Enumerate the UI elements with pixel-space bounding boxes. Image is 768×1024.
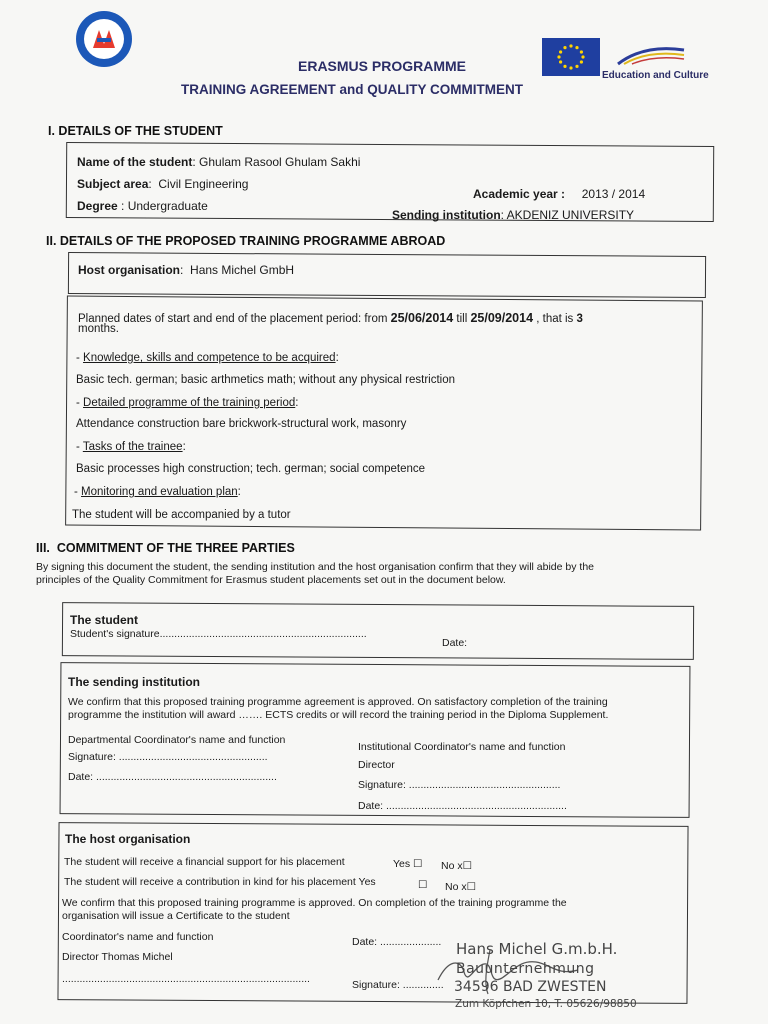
student-signature: Student's signature....................................................................... bbox=[70, 628, 367, 640]
knowledge-value: Basic tech. german; basic arthmetics math; without any physical restriction bbox=[76, 374, 456, 386]
education-culture-swoosh-icon bbox=[614, 42, 688, 70]
monitoring-label: - Monitoring and evaluation plan: bbox=[74, 486, 241, 498]
contribution-in-kind: The student will receive a contribution in kind for his placement Yes bbox=[64, 876, 376, 888]
student-date: Date: bbox=[442, 637, 468, 649]
host-box-title: The host organisation bbox=[65, 832, 191, 846]
departmental-coordinator: Departmental Coordinator's name and function bbox=[68, 734, 286, 746]
programme-label: - Detailed programme of the training period: bbox=[76, 397, 299, 409]
host-confirm-2: organisation will issue a Certificate to the student bbox=[62, 910, 290, 922]
months-word: months. bbox=[78, 323, 119, 335]
degree: Degree : Undergraduate bbox=[77, 199, 208, 213]
section3-heading: III. COMMITMENT OF THE THREE PARTIES bbox=[36, 541, 295, 555]
student-box-title: The student bbox=[70, 613, 138, 627]
academic-year: Academic year : 2013 / 2014 bbox=[473, 187, 646, 201]
page-title: ERASMUS PROGRAMME bbox=[298, 58, 467, 74]
sending-confirm-2: programme the institution will award ……. ECTS credits or will record the training period in the Diploma Supplement. bbox=[68, 709, 609, 721]
financial-no-checkbox[interactable]: No x☐ bbox=[441, 860, 473, 872]
financial-support: The student will receive a financial support for his placement bbox=[64, 856, 345, 868]
kind-no-checkbox[interactable]: No x☐ bbox=[445, 881, 477, 893]
institutional-coordinator: Institutional Coordinator's name and function bbox=[358, 741, 566, 753]
sending-signature-right: Signature: .................................................... bbox=[358, 779, 561, 791]
eu-flag-icon bbox=[542, 38, 600, 76]
page-subtitle: TRAINING AGREEMENT and QUALITY COMMITMENT bbox=[181, 82, 523, 97]
host-coordinator: Coordinator's name and function bbox=[62, 931, 214, 943]
stamp-type: Bauunternehmung bbox=[456, 961, 595, 977]
section1-heading: I. DETAILS OF THE STUDENT bbox=[48, 124, 223, 138]
tasks-label: - Tasks of the trainee: bbox=[76, 441, 186, 453]
host-confirm-1: We confirm that this proposed training programme is approved. On completion of the training programme the bbox=[62, 897, 567, 909]
commitment-intro-2: principles of the Quality Commitment for Erasmus student placements set out in the document below. bbox=[36, 574, 506, 586]
sending-date-left: Date: .............................................................. bbox=[68, 771, 277, 783]
stamp-address: Zum Köpfchen 10, T. 05626/98850 bbox=[455, 998, 637, 1010]
sending-institution: Sending institution: AKDENIZ UNIVERSITY bbox=[392, 208, 635, 222]
director-label: Director bbox=[358, 759, 395, 771]
host-organisation: Host organisation: Hans Michel GmbH bbox=[78, 263, 295, 277]
host-director: Director Thomas Michel bbox=[62, 951, 173, 963]
programme-value: Attendance construction bare brickwork-structural work, masonry bbox=[76, 418, 407, 430]
sending-date-right: Date: .............................................................. bbox=[358, 800, 567, 812]
sending-confirm-1: We confirm that this proposed training programme agreement is approved. On satisfactory completion of the training bbox=[68, 696, 608, 708]
monitoring-value: The student will be accompanied by a tutor bbox=[72, 509, 291, 521]
commitment-intro-1: By signing this document the student, the sending institution and the host organisation confirm that they will abide by the bbox=[36, 561, 595, 573]
stamp-city: 34596 BAD ZWESTEN bbox=[454, 979, 607, 995]
placement-dates: Planned dates of start and end of the placement period: from 25/06/2014 till 25/09/2014 , that is 3 bbox=[78, 311, 583, 325]
eu-label: Education and Culture bbox=[602, 70, 709, 81]
financial-yes-checkbox[interactable]: Yes ☐ bbox=[393, 858, 423, 870]
section2-heading: II. DETAILS OF THE PROPOSED TRAINING PROGRAMME ABROAD bbox=[46, 234, 446, 248]
stamp-company: Hans Michel G.m.b.H. bbox=[456, 940, 618, 958]
student-name: Name of the student: Ghulam Rasool Ghulam Sakhi bbox=[77, 155, 361, 169]
host-date: Date: ..................... bbox=[352, 936, 442, 948]
host-signature: Signature: .............. bbox=[352, 979, 444, 991]
subject-area: Subject area: Civil Engineering bbox=[77, 177, 249, 191]
university-logo bbox=[75, 10, 133, 68]
host-signature-dots: ..................................................................................... bbox=[62, 973, 310, 985]
knowledge-label: - Knowledge, skills and competence to be acquired: bbox=[76, 352, 339, 364]
kind-yes-checkbox[interactable]: ☐ bbox=[418, 879, 428, 891]
tasks-value: Basic processes high construction; tech. german; social competence bbox=[76, 463, 426, 475]
sending-signature-left: Signature: ................................................... bbox=[68, 751, 268, 763]
sending-box-title: The sending institution bbox=[68, 675, 200, 689]
